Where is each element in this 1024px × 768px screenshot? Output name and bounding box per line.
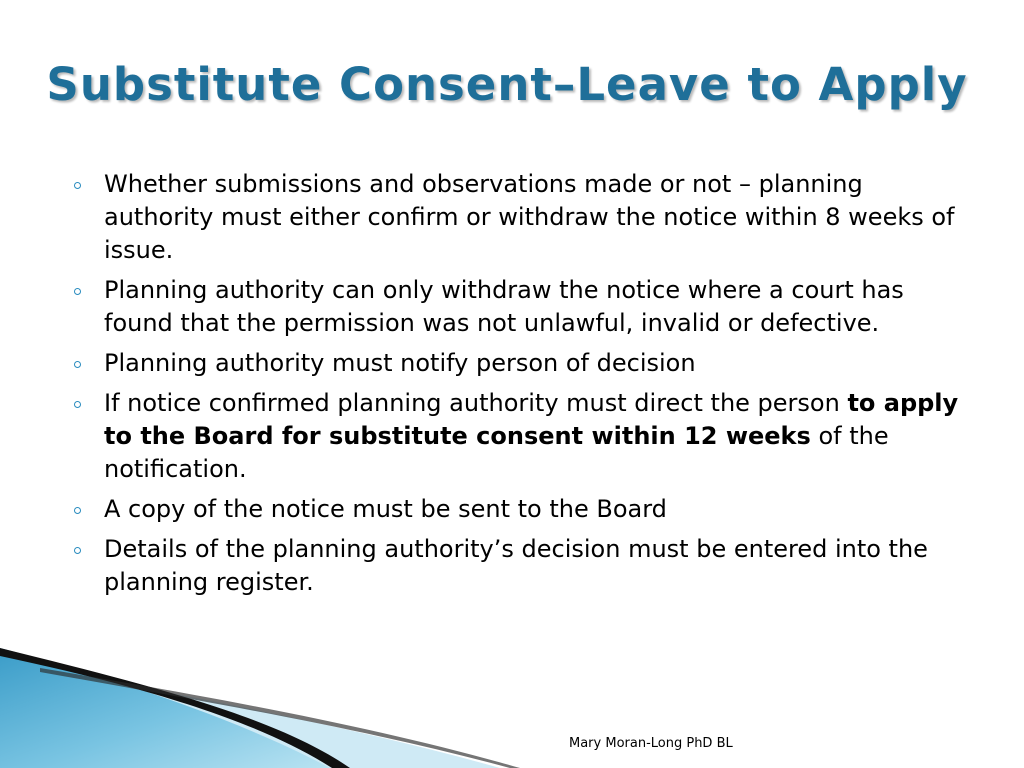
bullet-item: [70, 168, 970, 267]
bullet-item: [70, 533, 970, 599]
slide-title: Substitute Consent–Leave to Apply: [46, 58, 968, 111]
bullet-list: [70, 168, 970, 606]
bullet-item: [70, 493, 970, 526]
bullet-text: Planning authority can only withdraw the notice where a court has found that the permission was not unlawful, invalid or defective.: [104, 276, 904, 337]
bullet-text: Planning authority must notify person of decision: [104, 349, 696, 377]
circle-bullet-icon: [74, 288, 81, 295]
circle-bullet-icon: [74, 547, 81, 554]
bullet-item: [70, 347, 970, 380]
bullet-item: [70, 387, 970, 486]
bullet-item: [70, 274, 970, 340]
bullet-text: Whether submissions and observations made or not – planning authority must either confirm or withdraw the notice within 8 weeks of issue.: [104, 170, 955, 264]
bullet-text: Details of the planning authority’s decision must be entered into the planning register.: [104, 535, 928, 596]
circle-bullet-icon: [74, 507, 81, 514]
bullet-text-end: of the notification.: [104, 422, 889, 483]
bullet-text-start: If notice confirmed planning authority must direct the person: [104, 389, 848, 417]
circle-bullet-icon: [74, 182, 81, 189]
circle-bullet-icon: [74, 361, 81, 368]
slide-footer: Mary Moran-Long PhD BL: [569, 736, 733, 751]
bullet-text: A copy of the notice must be sent to the Board: [104, 495, 667, 523]
circle-bullet-icon: [74, 401, 81, 408]
bullet-text-emphasis: to apply to the Board for substitute consent within 12 weeks: [104, 389, 959, 450]
